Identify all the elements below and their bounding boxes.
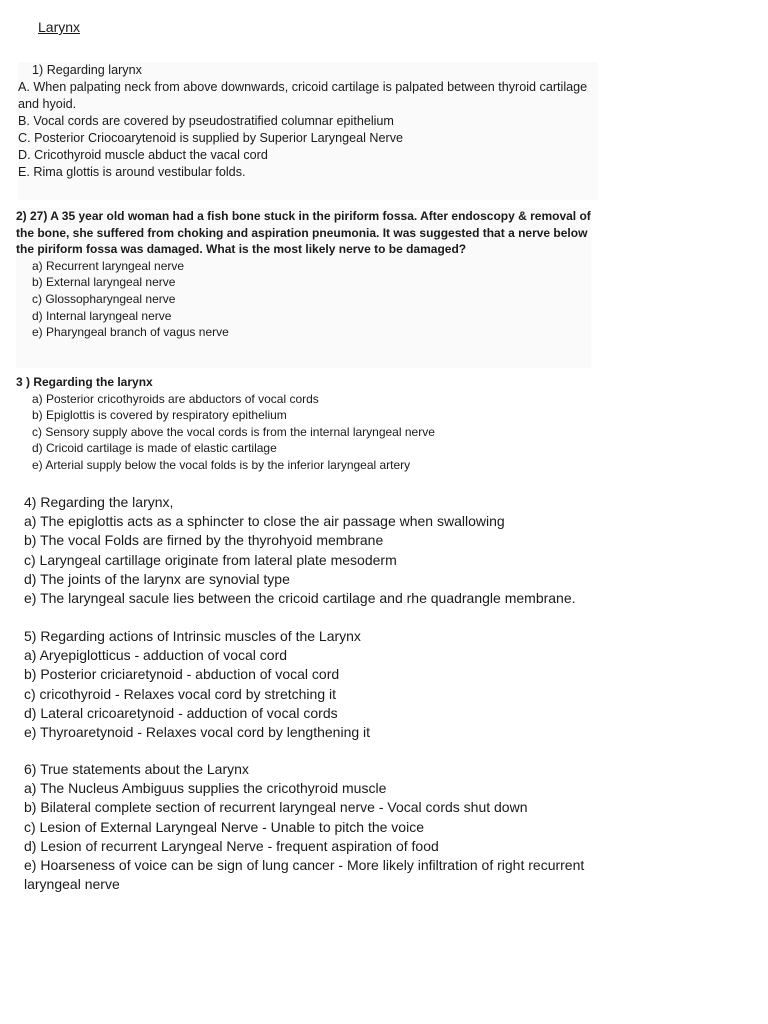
question-5-option-d: d) Lateral cricoaretynoid - adduction of vocal cords [24, 704, 338, 721]
question-1-option-c: C. Posterior Criocoarytenoid is supplied by Superior Laryngeal Nerve [18, 131, 403, 145]
question-5 [24, 627, 644, 742]
question-2-option-b: b) External laryngeal nerve [32, 275, 176, 290]
question-6 [24, 760, 644, 894]
question-2-option-e: e) Pharyngeal branch of vagus nerve [32, 325, 229, 340]
question-4-option-e: e) The laryngeal sacule lies between the cricoid cartilage and rhe quadrangle membrane. [24, 590, 576, 607]
question-5-option-c: c) cricothyroid - Relaxes vocal cord by stretching it [24, 685, 336, 702]
question-6-stem: 6) True statements about the Larynx [24, 761, 249, 777]
question-1-option-d: D. Cricothyroid muscle abduct the vacal cord [18, 148, 268, 162]
question-4-option-d: d) The joints of the larynx are synovial type [24, 570, 290, 587]
question-2-option-c: c) Glossopharyngeal nerve [32, 291, 176, 306]
question-2-option-d: d) Internal laryngeal nerve [32, 308, 172, 323]
question-6-option-c: c) Lesion of External Laryngeal Nerve - Unable to pitch the voice [24, 818, 424, 835]
question-4 [24, 493, 644, 608]
question-1-option-e: E. Rima glottis is around vestibular folds. [18, 165, 246, 179]
question-4-option-c: c) Laryngeal cartillage originate from lateral plate mesoderm [24, 551, 397, 568]
question-4-option-a: a) The epiglottis acts as a sphincter to close the air passage when swallowing [24, 513, 505, 530]
question-3-option-c: c) Sensory supply above the vocal cords is from the internal laryngeal nerve [32, 424, 435, 439]
question-3-option-d: d) Cricoid cartilage is made of elastic cartilage [32, 441, 277, 456]
question-2-option-a: a) Recurrent laryngeal nerve [32, 258, 185, 273]
question-5-option-b: b) Posterior criciaretynoid - abduction of vocal cord [24, 666, 340, 683]
question-6-option-a: a) The Nucleus Ambiguus supplies the cricothyroid muscle [24, 780, 387, 797]
question-5-option-e: e) Thyroaretynoid - Relaxes vocal cord by lengthening it [24, 724, 371, 741]
question-3 [16, 374, 591, 478]
question-4-stem: 4) Regarding the larynx, [24, 494, 174, 510]
question-2-stem: 2) 27) A 35 year old woman had a fish bone stuck in the piriform fossa. After endoscopy & removal of the bone, she suffered from choking and aspiration pneumonia. It was suggested that a nerve below the piriform fossa was damaged. What is the most likely nerve to be damaged? [16, 209, 591, 257]
question-4-option-b: b) The vocal Folds are firned by the thyrohyoid membrane [24, 532, 384, 549]
question-5-stem: 5) Regarding actions of Intrinsic muscles of the Larynx [24, 628, 361, 644]
question-3-option-e: e) Arterial supply below the vocal folds is by the inferior laryngeal artery [32, 457, 411, 472]
question-6-option-e: e) Hoarseness of voice can be sign of lung cancer - More likely infiltration of right recurrent laryngeal nerve [24, 857, 585, 893]
question-1-stem: 1) Regarding larynx [32, 63, 142, 77]
question-3-option-a: a) Posterior cricothyroids are abductors of vocal cords [32, 391, 319, 406]
question-5-option-a: a) Aryepiglotticus - adduction of vocal cord [24, 647, 288, 664]
question-1-option-b: B. Vocal cords are covered by pseudostratified columnar epithelium [18, 114, 394, 128]
question-3-stem: 3 ) Regarding the larynx [16, 375, 153, 389]
question-2 [16, 208, 591, 368]
question-1 [18, 62, 598, 200]
question-3-option-b: b) Epiglottis is covered by respiratory epithelium [32, 408, 287, 423]
question-6-option-b: b) Bilateral complete section of recurrent laryngeal nerve - Vocal cords shut down [24, 799, 528, 816]
page-title: Larynx [38, 19, 81, 35]
question-6-option-d: d) Lesion of recurrent Laryngeal Nerve - frequent aspiration of food [24, 837, 439, 854]
question-1-option-a: A. When palpating neck from above downwards, cricoid cartilage is palpated between thyroid cartilage and hyoid. [18, 80, 588, 111]
